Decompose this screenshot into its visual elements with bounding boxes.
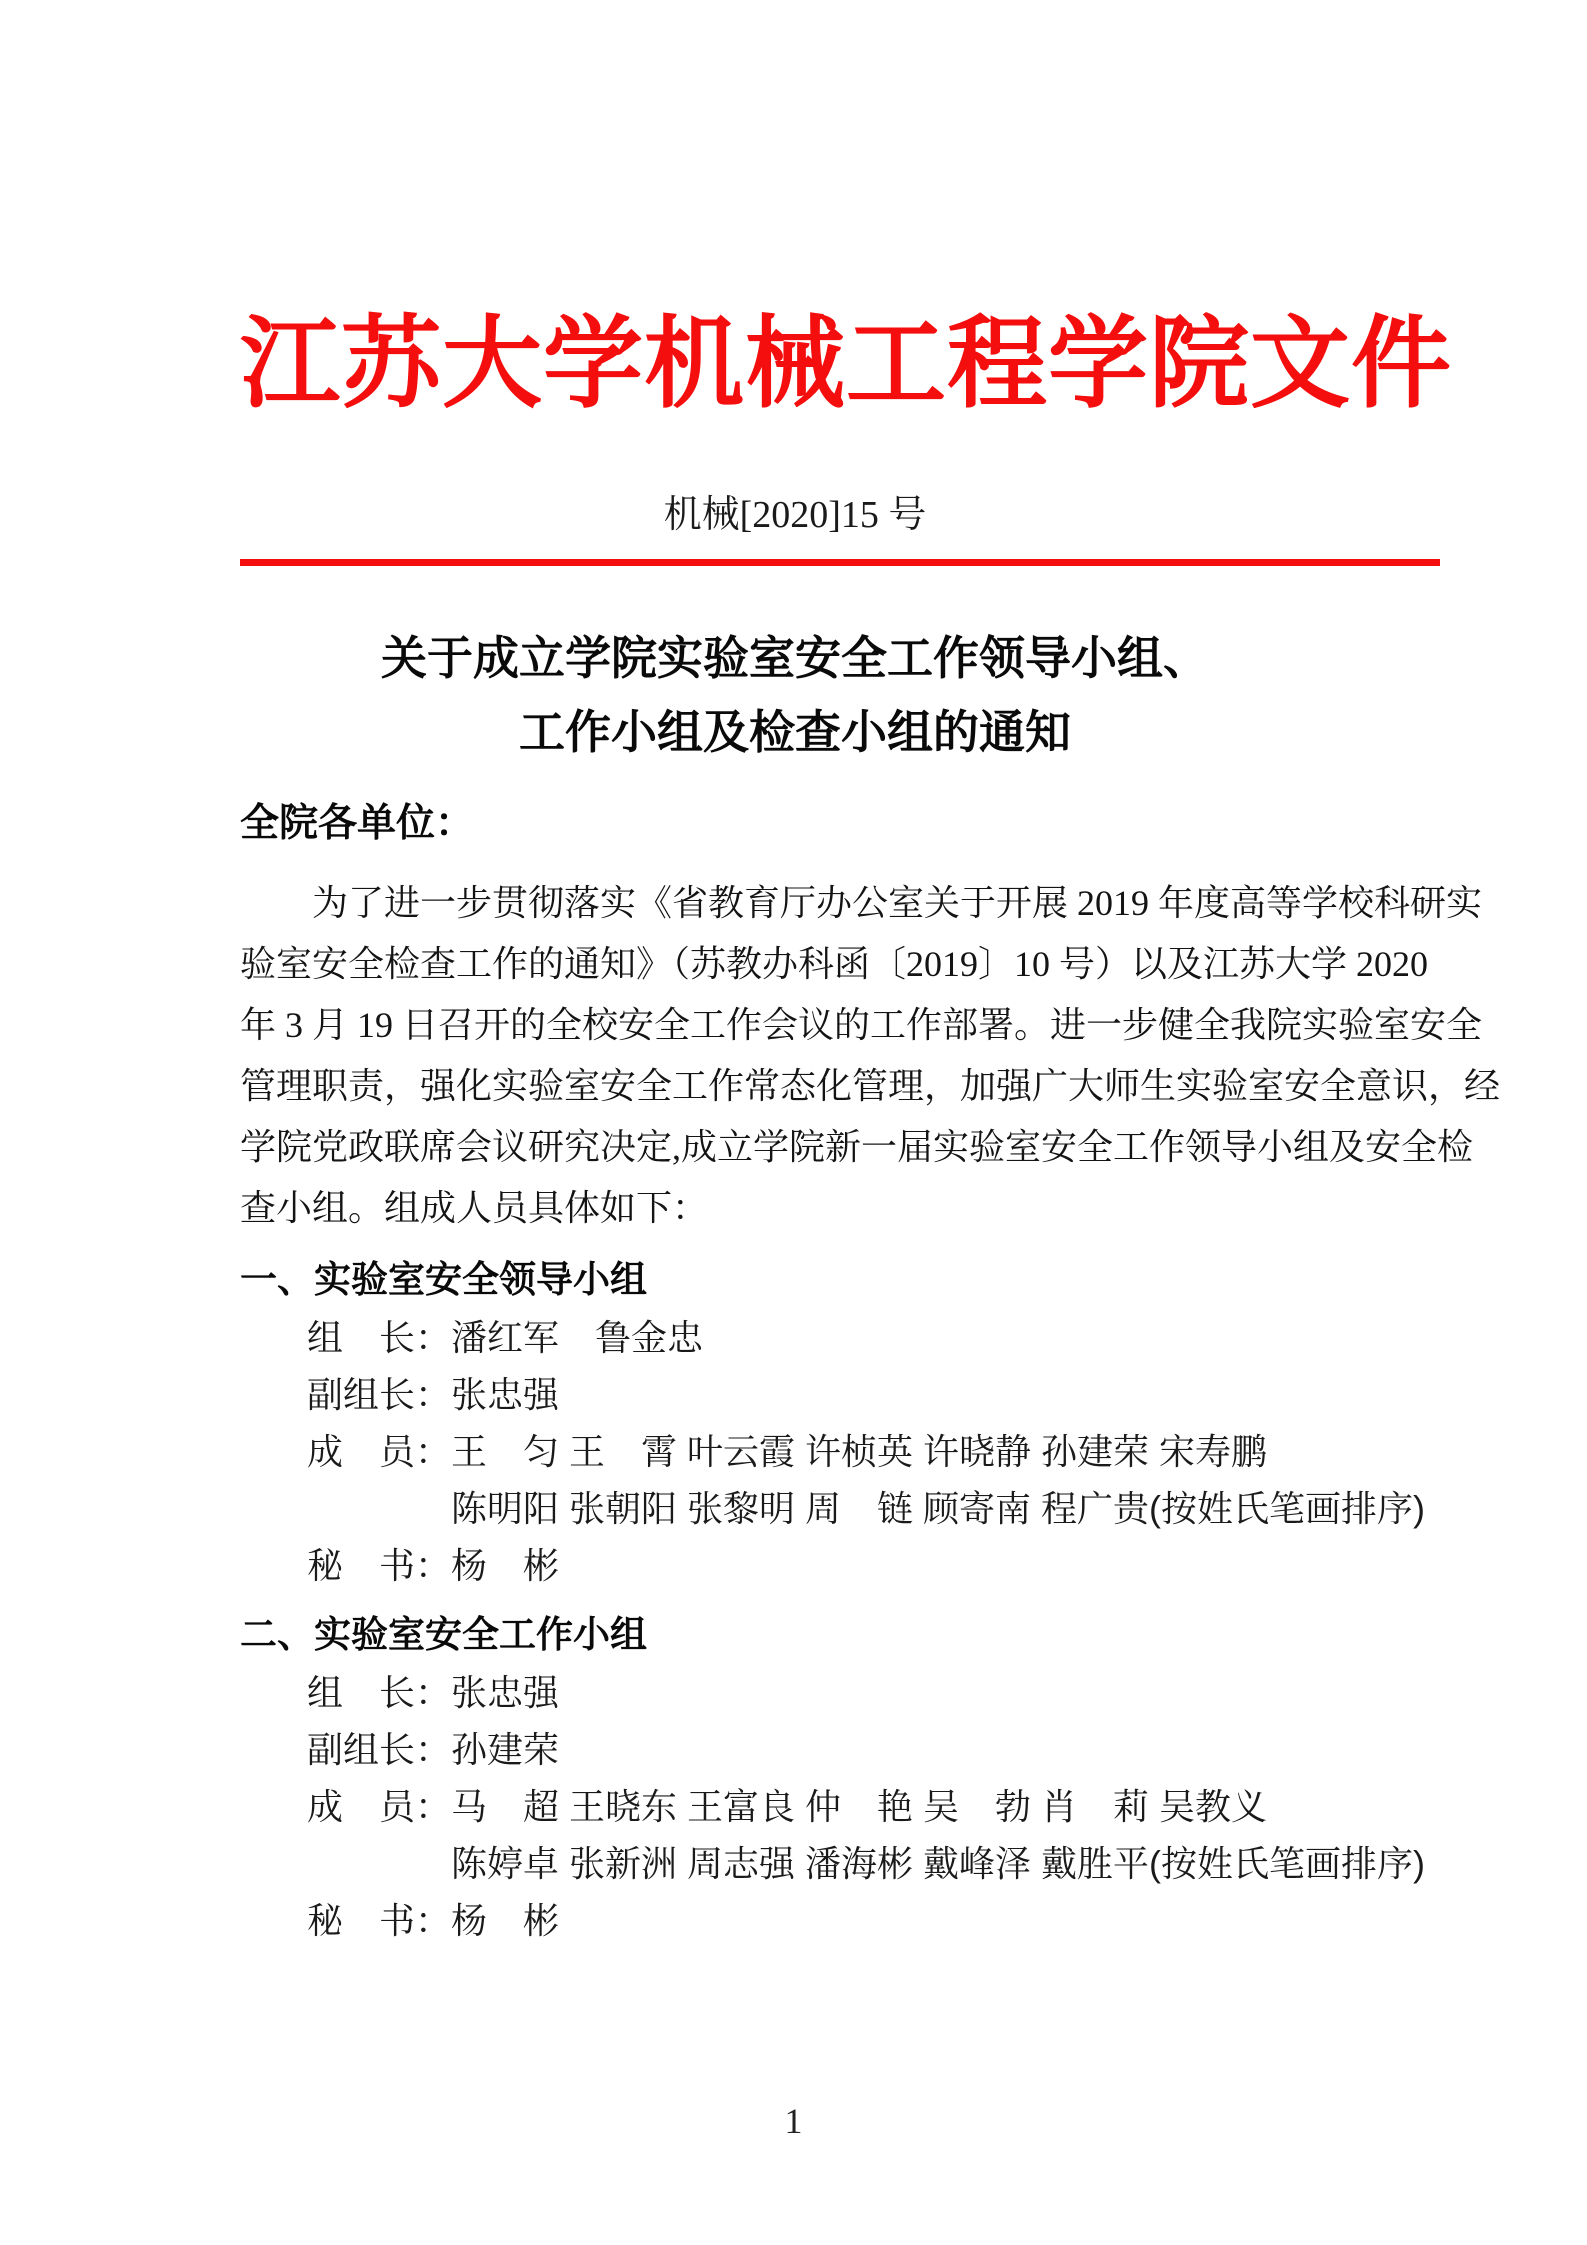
role-label: 秘 书： (307, 1545, 452, 1586)
role-row-leader (307, 1664, 1350, 1721)
role-names: 陈明阳 张朝阳 张黎明 周 链 顾寄南 程广贵(按姓氏笔画排序) (451, 1488, 1426, 1529)
role-row-secretary (307, 1537, 1350, 1594)
section-2-roles (307, 1664, 1426, 1949)
role-value (451, 1721, 1350, 1778)
role-label: 组 长： (307, 1317, 452, 1358)
letterhead-org-title: 江苏大学机械工程学院文件 (240, 309, 1452, 420)
paragraph-line: 学院党政联席会议研究决定,成立学院新一届实验室安全工作领导小组及安全检 (240, 1127, 1474, 1167)
document-title (240, 621, 1350, 769)
role-names: 王 匀 王 霄 叶云霞 许桢英 许晓静 孙建荣 宋寿鹏 (451, 1431, 1268, 1472)
role-names: 张忠强 (451, 1374, 560, 1415)
body-paragraph (240, 873, 1501, 1239)
role-row-deputy-leader (307, 1721, 1350, 1778)
document-content (240, 295, 1501, 1949)
role-value (451, 1366, 1350, 1423)
paragraph-line: 为了进一步贯彻落实《省教育厅办公室关于开展 2019 年度高等学校科研实 (312, 883, 1483, 923)
role-label: 成 员： (307, 1431, 452, 1472)
role-value (451, 1664, 1350, 1721)
role-label: 副组长： (307, 1374, 452, 1415)
role-value (451, 1423, 1425, 1537)
role-names: 马 超 王晓东 王富良 仲 艳 吴 勃 肖 莉 吴教义 (451, 1786, 1268, 1827)
role-names: 陈婷卓 张新洲 周志强 潘海彬 戴峰泽 戴胜平(按姓氏笔画排序) (451, 1843, 1426, 1884)
section-1-roles (307, 1309, 1426, 1594)
section-2-heading: 二、实验室安全工作小组 (240, 1614, 647, 1655)
document-number: 机械[2020]15 号 (663, 494, 927, 536)
salutation: 全院各单位： (240, 802, 475, 845)
paragraph-line: 管理职责，强化实验室安全工作常态化管理，加强广大师生实验室安全意识，经 (240, 1066, 1501, 1106)
page-number: 1 (784, 2101, 803, 2141)
role-value (451, 1778, 1425, 1892)
role-names: 杨 彬 (451, 1545, 560, 1586)
role-value (451, 1309, 1350, 1366)
role-row-members (307, 1778, 1426, 1892)
document-title-line-1: 关于成立学院实验室安全工作领导小组、 (381, 632, 1209, 684)
role-names: 杨 彬 (451, 1900, 560, 1941)
role-label: 秘 书： (307, 1900, 452, 1941)
paragraph-line: 年 3 月 19 日召开的全校安全工作会议的工作部署。进一步健全我院实验室安全 (240, 1005, 1483, 1045)
paragraph-line: 查小组。组成人员具体如下： (240, 1188, 709, 1228)
role-label: 副组长： (307, 1729, 452, 1770)
role-names: 孙建荣 (451, 1729, 560, 1770)
role-row-leader (307, 1309, 1350, 1366)
role-names: 张忠强 (451, 1672, 560, 1713)
paragraph-line: 验室安全检查工作的通知》（苏教办科函〔2019〕10 号）以及江苏大学 2020 (240, 944, 1429, 984)
letterhead-divider-rule (240, 559, 1440, 566)
role-names: 潘红军 鲁金忠 (451, 1317, 704, 1358)
role-value (451, 1892, 1350, 1949)
role-row-deputy-leader (307, 1366, 1350, 1423)
section-1-heading: 一、实验室安全领导小组 (240, 1259, 647, 1300)
document-title-line-2: 工作小组及检查小组的通知 (519, 706, 1071, 758)
role-value (451, 1537, 1350, 1594)
role-row-members (307, 1423, 1426, 1537)
role-row-secretary (307, 1892, 1350, 1949)
role-label: 成 员： (307, 1786, 452, 1827)
role-label: 组 长： (307, 1672, 452, 1713)
